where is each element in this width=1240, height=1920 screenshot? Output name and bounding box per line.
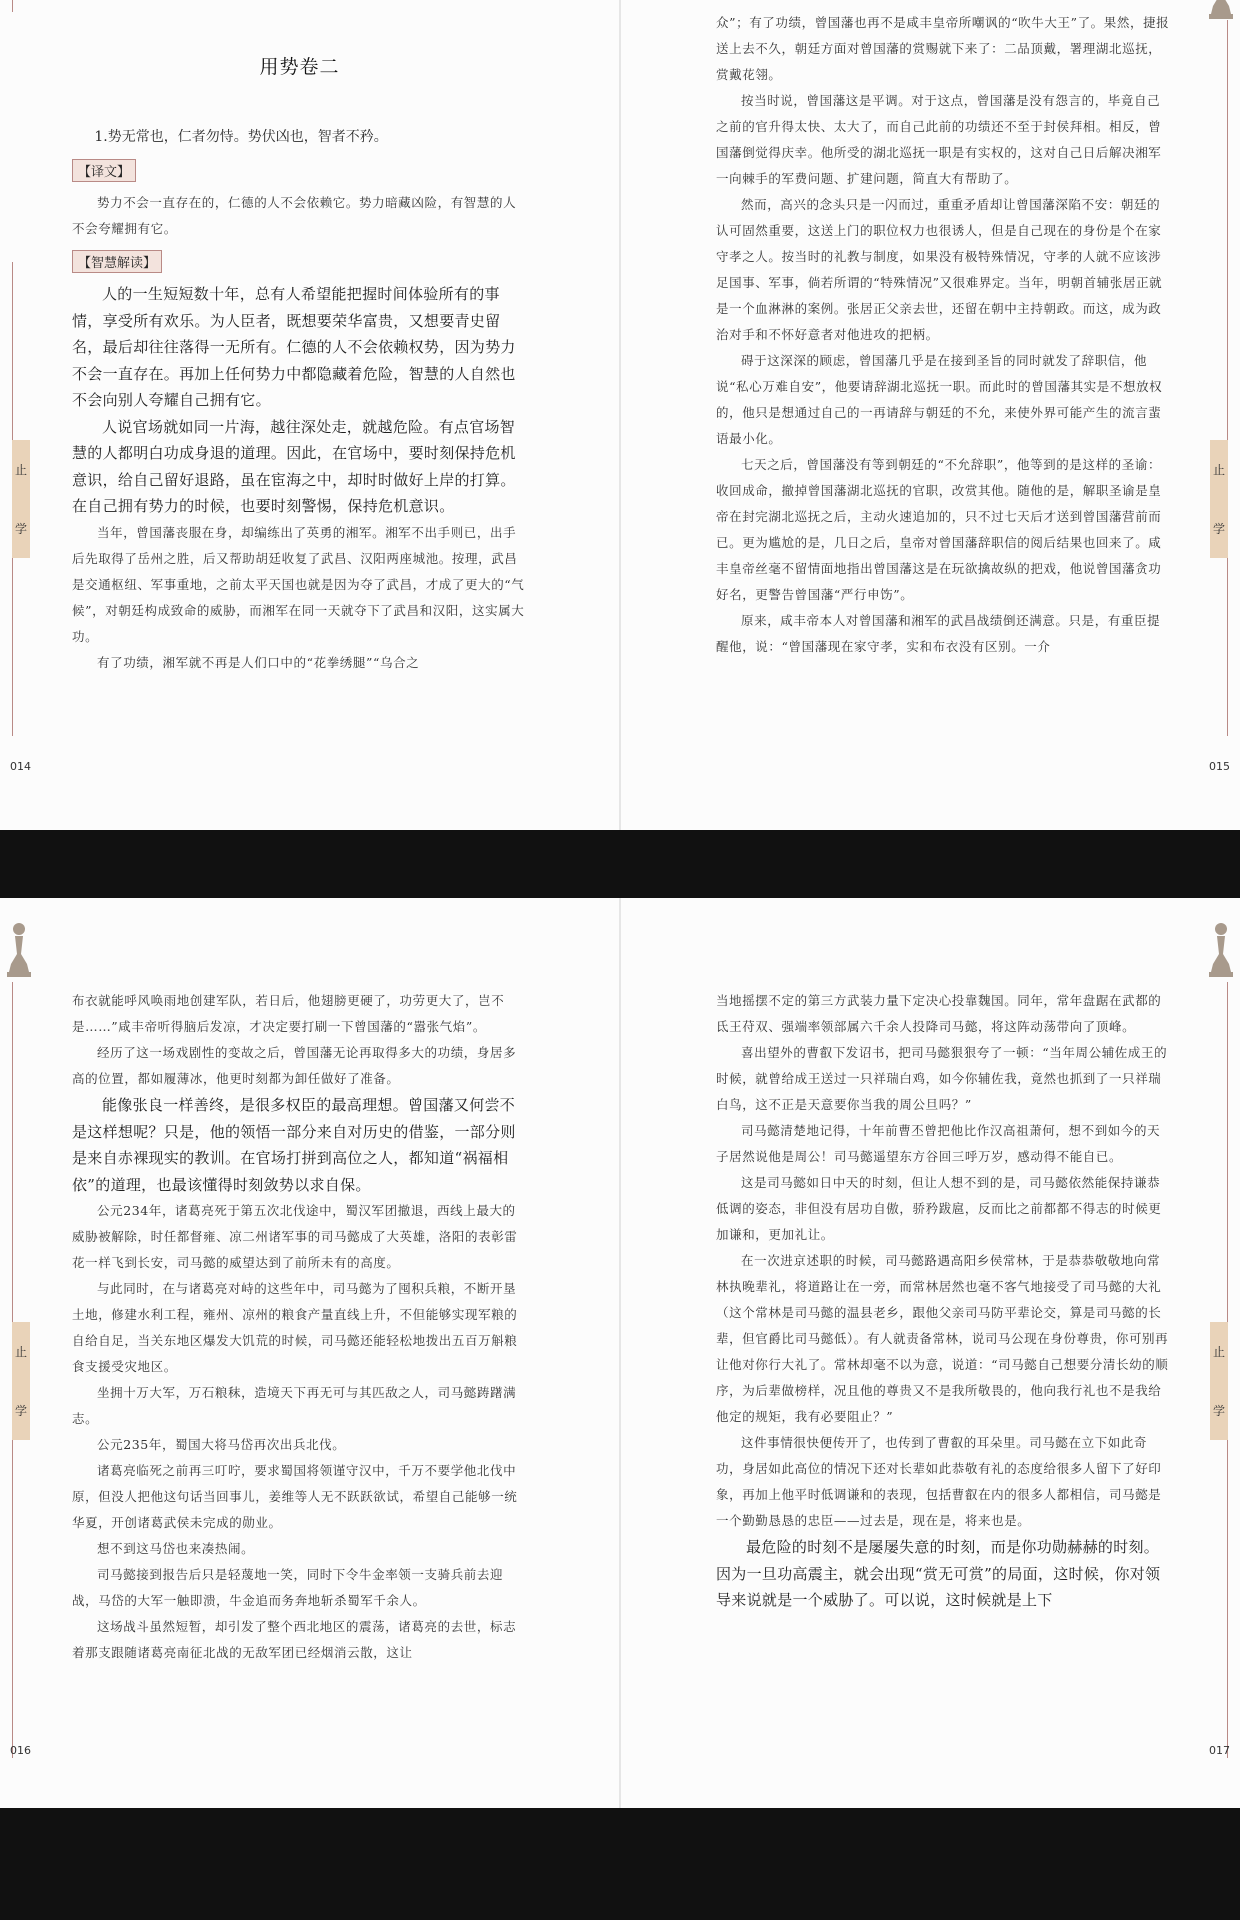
page-content xyxy=(72,0,527,676)
label-interpretation: 【智慧解读】 xyxy=(72,250,162,273)
paragraph: 公元234年，诸葛亮死于第五次北伐途中，蜀汉军团撤退，西线上最大的威胁被解除，时任都督雍、凉二州诸军事的司马懿成了大英雄，洛阳的表彰雷花一样飞到长安，司马懿的威望达到了前所未有的高度。 xyxy=(72,1203,518,1270)
page-number: 017 xyxy=(1209,1744,1230,1757)
paragraph: 这是司马懿如日中天的时刻，但让人想不到的是，司马懿依然能保持谦恭低调的姿态，非但没有居功自傲，骄矜跋扈，反而比之前都都不得志的时候更加谦和，更加礼让。 xyxy=(716,1175,1162,1242)
paragraph: 布衣就能呼风唤雨地创建军队，若日后，他翅膀更硬了，功劳更大了，岂不是……”咸丰帝听得脑后发凉，才决定要打刷一下曾国藩的“嚣张气焰”。 xyxy=(72,993,505,1034)
paragraph: 诸葛亮临死之前再三叮咛，要求蜀国将领谨守汉中，千万不要学他北伐中原，但没人把他这句话当回事儿，姜维等人无不跃跃欲试，希望自己能够一统华夏，开创诸葛武侯未完成的勋业。 xyxy=(72,1463,518,1530)
paragraph: 人的一生短短数十年，总有人希望能把握时间体验所有的事情，享受所有欢乐。为人臣者，既想要荣华富贵，又想要青史留名，最后却往往落得一无所有。仁德的人不会依赖权势，因为势力不会一直存在。再加上任何势力中都隐藏着危险，智慧的人自然也不会向别人夸耀自己拥有它。 xyxy=(72,285,516,409)
page-border xyxy=(1227,20,1228,440)
page-number: 014 xyxy=(10,760,31,773)
page-border xyxy=(12,982,13,1322)
paragraph: 众”；有了功绩，曾国藩也再不是咸丰皇帝所嘲讽的“吹牛大王”了。果然，捷报送上去不久，朝廷方面对曾国藩的赏赐就下来了：二品顶戴，署理湖北巡抚，赏戴花翎。 xyxy=(716,15,1170,82)
side-tab-char: 止 xyxy=(14,1345,27,1359)
page-017 xyxy=(621,898,1240,1808)
page-content xyxy=(72,988,527,1666)
paragraph: 与此同时，在与诸葛亮对峙的这些年中，司马懿为了囤积兵粮，不断开垦土地，修建水利工程，雍州、凉州的粮食产量直线上升，不但能够实现军粮的自给自足，当关东地区爆发大饥荒的时候，司马懿还能轻松地拨出五百万斛粮食支援受灾地区。 xyxy=(72,1281,518,1374)
paragraph: 能像张良一样善终，是很多权臣的最高理想。曾国藩又何尝不是这样想呢？只是，他的领悟一部分来自对历史的借鉴，一部分则是来自赤裸现实的教训。在官场打拼到高位之人，都知道“祸福相依”的道理，也最该懂得时刻敛势以求自保。 xyxy=(72,1096,516,1194)
paragraph: 经历了这一场戏剧性的变故之后，曾国藩无论再取得多大的功绩，身居多高的位置，都如履薄冰，他更时刻都为卸任做好了准备。 xyxy=(72,1045,517,1086)
paragraph: 坐拥十万大军，万石粮秣，造境天下再无可与其匹敌之人，司马懿踌躇满志。 xyxy=(72,1385,517,1426)
paragraph: 当年，曾国藩丧服在身，却编练出了英勇的湘军。湘军不出手则已，出手后先取得了岳州之胜，后又帮助胡廷收复了武昌、汉阳两座城池。按理，武昌是交通枢纽、军事重地，之前太平天国也就是因为夺了武昌，才成了更大的“气候”，对朝廷构成致命的威胁，而湘军在同一天就夺下了武昌和汉阳，这实属大功。 xyxy=(72,524,525,644)
side-tab xyxy=(1210,1322,1228,1440)
paragraph: 喜出望外的曹叡下发诏书，把司马懿狠狠夸了一顿：“当年周公辅佐成王的时候，就曾给成王送过一只祥瑞白鸡，如今你辅佐我，竟然也抓到了一只祥瑞白鸟，这不正是天意要你当我的周公旦吗？” xyxy=(716,1045,1168,1112)
page-content xyxy=(716,10,1171,660)
paragraph: 司马懿清楚地记得，十年前曹丕曾把他比作汉高祖萧何，想不到如今的天子居然说他是周公！司马懿遥望东方谷回三呼万岁，感动得不能自已。 xyxy=(716,1123,1161,1164)
page-border xyxy=(1227,558,1228,736)
page-015 xyxy=(621,0,1240,830)
paragraph: 按当时说，曾国藩这是平调。对于这点，曾国藩是没有怨言的，毕竟自己之前的官升得太快、太大了，而自己此前的功绩还不至于封侯拜相。相反，曾国藩倒觉得庆幸。他所受的湖北巡抚一职是有实权的，这对自己日后解决湘军一向棘手的军费问题、扩建问题，简直大有帮助了。 xyxy=(716,93,1162,186)
page-016 xyxy=(0,898,619,1808)
side-tab-char: 止 xyxy=(14,463,27,477)
paragraph: 碍于这深深的顾虑，曾国藩几乎是在接到圣旨的同时就发了辞职信，他说“私心万难自安”，他要请辞湖北巡抚一职。而此时的曾国藩其实是不想放权的，他只是想通过自己的一再请辞与朝廷的不允，来使外界可能产生的流言蜚语最小化。 xyxy=(716,353,1163,446)
side-tab-char: 学 xyxy=(14,522,27,536)
paragraph: 公元235年，蜀国大将马岱再次出兵北伐。 xyxy=(97,1437,346,1452)
side-tab-char: 止 xyxy=(1212,463,1225,477)
page-number: 015 xyxy=(1209,760,1230,773)
page-border-top xyxy=(12,0,13,12)
book-spread-bottom xyxy=(0,898,1240,1808)
side-tab-char: 学 xyxy=(1212,522,1225,536)
side-tab-char: 学 xyxy=(1212,1404,1225,1418)
page-border xyxy=(1227,982,1228,1322)
chapter-title: 用势卷二 xyxy=(259,56,340,78)
page-border xyxy=(12,1438,13,1758)
book-spread-top xyxy=(0,0,1240,830)
paragraph: 最危险的时刻不是屡屡失意的时刻，而是你功勋赫赫的时刻。因为一旦功高震主，就会出现“赏无可赏”的局面，这时候，你对领导来说就是一个威胁了。可以说，这时候就是上下 xyxy=(716,1538,1161,1609)
paragraph: 有了功绩，湘军就不再是人们口中的“花拳绣腿”“乌合之 xyxy=(97,654,420,670)
page-border xyxy=(12,558,13,736)
label-translation: 【译文】 xyxy=(72,159,136,182)
paragraph: 当地摇摆不定的第三方武装力量下定决心投靠魏国。同年，常年盘踞在武都的氐王苻双、强端率领部属六千余人投降司马懿，将这阵动荡带向了顶峰。 xyxy=(716,993,1162,1034)
paragraph: 七天之后，曾国藩没有等到朝廷的“不允辞职”，他等到的是这样的圣谕：收回成命，撤掉曾国藩湖北巡抚的官职，改赏其他。随他的是，解职圣谕是皇帝在封完湖北巡抚之后，主动火速追加的，只不过七天后才送到曾国藩营前而已。更为尴尬的是，几日之后，皇帝对曾国藩辞职信的阅后结果也回来了。咸丰皇帝丝毫不留情面地指出曾国藩这是在玩欲擒故纵的把戏，他说曾国藩贪功好名，更警告曾国藩“严行申饬”。 xyxy=(716,457,1162,602)
side-tab xyxy=(12,1322,30,1440)
quote-text: 1.势无常也，仁者勿恃。势伏凶也，智者不矜。 xyxy=(94,129,388,145)
page-014 xyxy=(0,0,619,830)
side-tab-char: 学 xyxy=(14,1404,27,1418)
paragraph: 人说官场就如同一片海，越往深处走，就越危险。有点官场智慧的人都明白功成身退的道理。因此，在官场中，要时刻保持危机意识，给自己留好退路，虽在宦海之中，却时时做好上岸的打算。在自己拥有势力的时候，也要时刻警惕，保持危机意识。 xyxy=(72,417,516,515)
paragraph: 这场战斗虽然短暂，却引发了整个西北地区的震荡，诸葛亮的去世，标志着那支跟随诸葛亮南征北战的无敌军团已经烟消云散，这让 xyxy=(72,1619,517,1660)
page-border xyxy=(1227,1438,1228,1758)
page-number: 016 xyxy=(10,1744,31,1757)
translation-text: 势力不会一直存在的，仁德的人不会依赖它。势力暗藏凶险，有智慧的人不会夸耀拥有它。 xyxy=(72,195,517,236)
page-content xyxy=(716,988,1171,1614)
paragraph: 在一次进京述职的时候，司马懿路遇高阳乡侯常林，于是恭恭敬敬地向常林执晚辈礼，将道路让在一旁，而常林居然也毫不客气地接受了司马懿的大礼（这个常林是司马懿的温县老乡，跟他父亲司马防平辈论交，算是司马懿的长辈，但官爵比司马懿低）。有人就责备常林，说司马公现在身份尊贵，你可别再让他对你行大礼了。常林却毫不以为意，说道：“司马懿自己想要分清长幼的顺序，为后辈做榜样，况且他的尊贵又不是我所敬畏的，他向我行礼也不是我给他定的规矩，我有必要阻止？” xyxy=(716,1253,1169,1424)
side-tab xyxy=(12,440,30,558)
side-tab xyxy=(1210,440,1228,558)
paragraph: 这件事情很快便传开了，也传到了曹叡的耳朵里。司马懿在立下如此奇功，身居如此高位的情况下还对长辈如此恭敬有礼的态度给很多人留下了好印象，再加上他平时低调谦和的表现，包括曹叡在内的很多人都相信，司马懿是一个勤勤恳恳的忠臣——过去是，现在是，将来也是。 xyxy=(716,1435,1162,1528)
paragraph: 想不到这马岱也来凑热闹。 xyxy=(97,1541,255,1556)
page-border xyxy=(12,262,13,440)
paragraph: 然而，高兴的念头只是一闪而过，重重矛盾却让曾国藩深陷不安：朝廷的认可固然重要，这送上门的职位权力也很诱人，但是自己现在的身份是个在家守孝之人。按当时的礼教与制度，如果没有极特殊情况，守孝的人就不应该涉足国事、军事，倘若所谓的“特殊情况”又很难界定。当年，明朝首辅张居正就是一个血淋淋的案例。张居正父亲去世，还留在朝中主持朝政。而这，成为政治对手和不怀好意者对他进攻的把柄。 xyxy=(716,197,1163,342)
chess-pawn-icon xyxy=(1208,920,1234,978)
chess-pawn-icon xyxy=(1208,0,1234,20)
paragraph: 司马懿接到报告后只是轻蔑地一笑，同时下令牛金率领一支骑兵前去迎战，马岱的大军一触即溃，牛金追而务奔地斩杀蜀军千余人。 xyxy=(72,1567,504,1608)
paragraph: 原来，咸丰帝本人对曾国藩和湘军的武昌战绩倒还满意。只是，有重臣提醒他，说：“曾国藩现在家守孝，实和布衣没有区别。一介 xyxy=(716,613,1161,654)
chess-pawn-icon xyxy=(6,920,32,978)
side-tab-char: 止 xyxy=(1212,1345,1225,1359)
